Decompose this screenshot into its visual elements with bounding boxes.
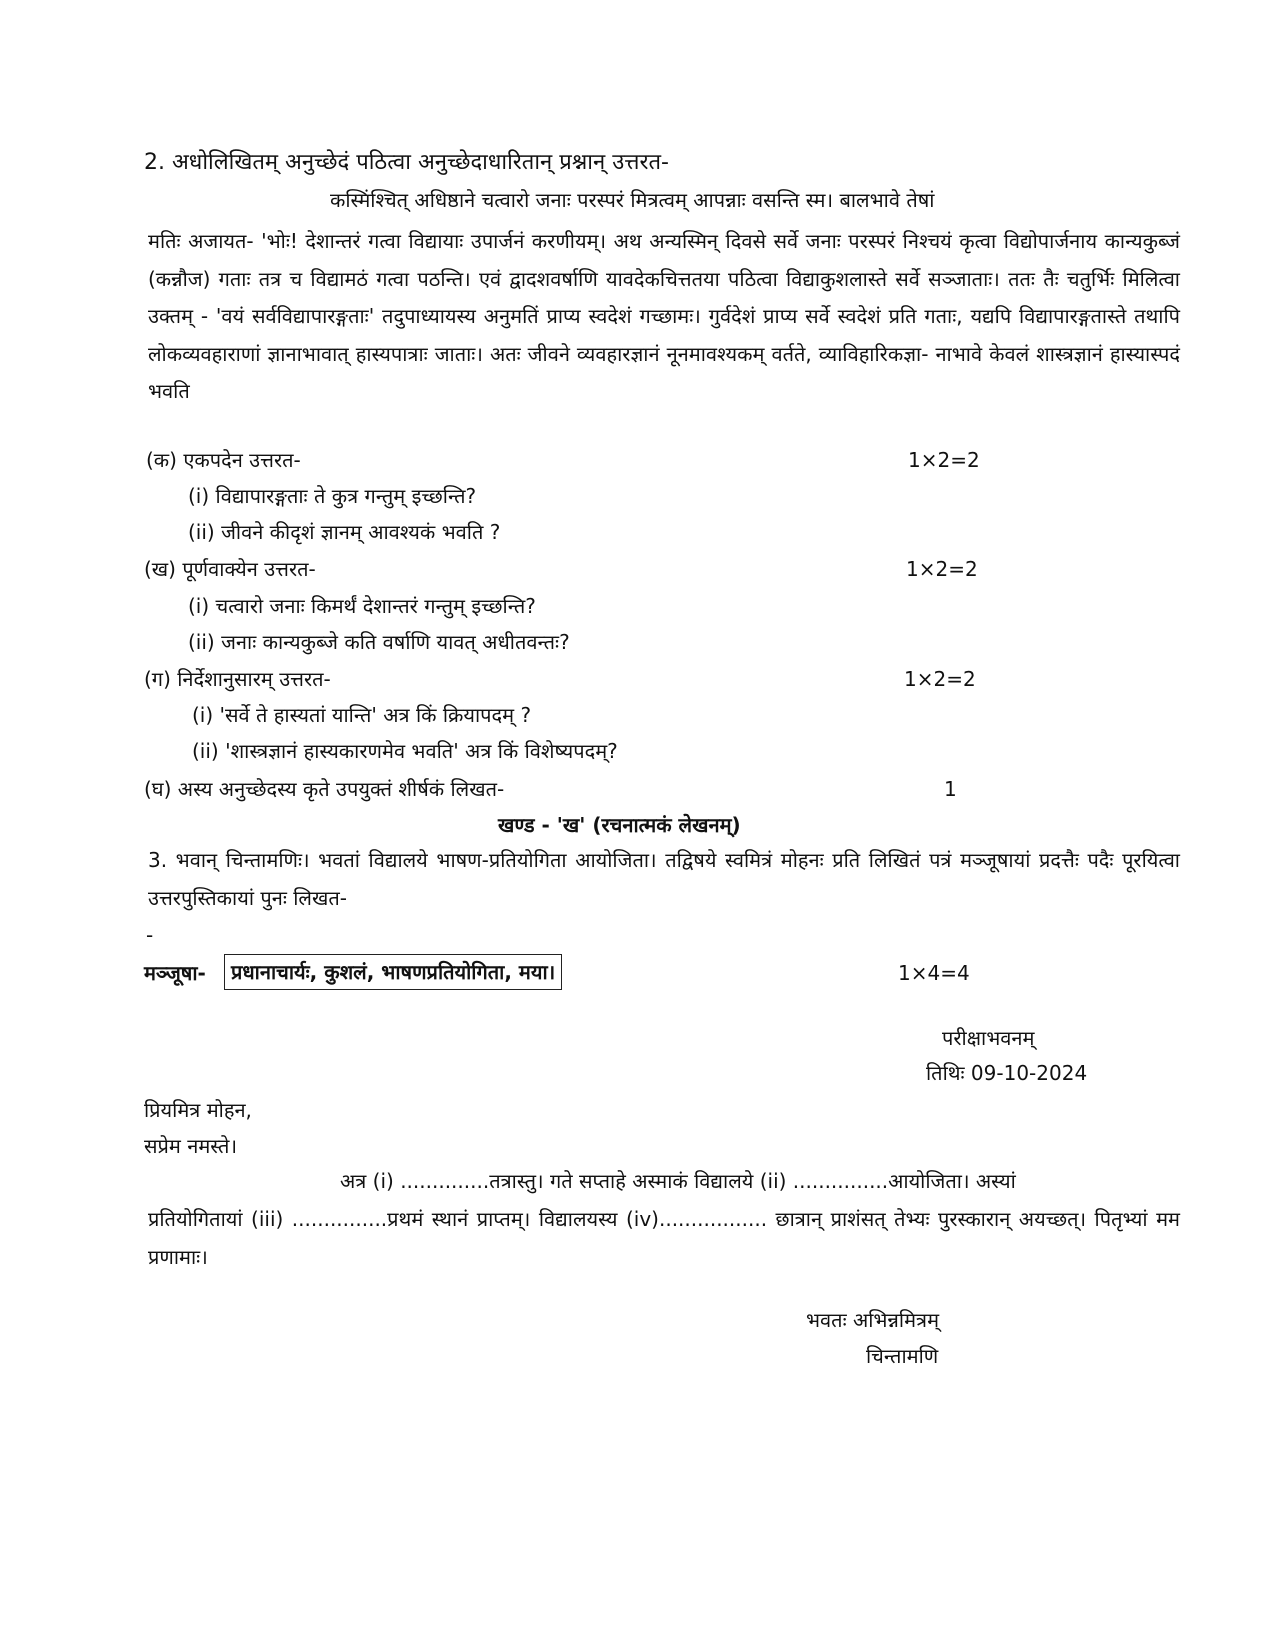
question-3-marks: 1×4=4: [898, 961, 970, 985]
subquestion-ga-ii: (ii) 'शास्त्रज्ञानं हास्यकारणमेव भवति' अत्र किं विशेष्यपदम्?: [192, 739, 618, 763]
letter-place: परीक्षाभवनम्: [942, 1026, 1035, 1050]
letter-date: तिथिः 09-10-2024: [926, 1061, 1088, 1085]
letter-body: प्रतियोगितायां (iii) ...............प्रथमं स्थानं प्राप्तम्। विद्यालयस्य (iv)................. छात्रान् प्राशंसत् तेभ्यः पुरस्कारान् अयच्छत्। पितृभ्यां मम प्रणामाः।: [148, 1207, 1180, 1269]
question-2-heading: 2. अधोलिखितम् अनुच्छेदं पठित्वा अनुच्छेदाधारितान् प्रश्नान् उत्तरत-: [144, 150, 669, 175]
subquestion-ka-ii: (ii) जीवने कीदृशं ज्ञानम् आवश्यकं भवति ?: [188, 520, 501, 544]
subquestion-ka-label: (क) एकपदेन उत्तरत-: [146, 448, 301, 472]
section-heading: खण्ड - 'ख' (रचनात्मकं लेखनम्): [498, 813, 741, 837]
subquestion-gha-label: (घ) अस्य अनुच्छेदस्य कृते उपयुक्तं शीर्षकं लिखत-: [144, 777, 505, 801]
stray-dash: -: [146, 923, 154, 947]
passage-first-line: कस्मिंश्चित् अधिष्ठाने चत्वारो जनाः परस्परं मित्रत्वम् आपन्नाः वसन्ति स्म। बालभावे तेषां: [330, 188, 935, 212]
letter-closing: भवतः अभिन्नमित्रम्: [806, 1308, 940, 1332]
letter-salutation: प्रियमित्र मोहन,: [144, 1098, 252, 1122]
letter-greeting: सप्रेम नमस्ते।: [144, 1134, 238, 1158]
subquestion-kha-i: (i) चत्वारो जनाः किमर्थं देशान्तरं गन्तुम् इच्छन्ति?: [188, 594, 536, 618]
subquestion-ga-i: (i) 'सर्वे ते हास्यतां यान्ति' अत्र किं क्रियापदम् ?: [192, 703, 532, 727]
subquestion-ga-label: (ग) निर्देशानुसारम् उत्तरत-: [144, 667, 331, 691]
subquestion-kha-label: (ख) पूर्णवाक्येन उत्तरत-: [144, 557, 316, 581]
letter-signature: चिन्तामणि: [866, 1344, 939, 1368]
letter-body-first-line: अत्र (i) ..............तत्रास्तु। गते सप्ताहे अस्माकं विद्यालये (ii) ...............आयोजिता। अस्यां: [340, 1169, 1016, 1193]
subquestion-ga-marks: 1×2=2: [904, 667, 976, 691]
subquestion-ka-i: (i) विद्यापारङ्गताः ते कुत्र गन्तुम् इच्छन्ति?: [188, 484, 477, 508]
subquestion-kha-marks: 1×2=2: [906, 557, 978, 581]
passage-body: मतिः अजायत- 'भोः! देशान्तरं गत्वा विद्यायाः उपार्जनं करणीयम्। अथ अन्यस्मिन् दिवसे सर्वे जनाः परस्परं निश्चयं कृत्वा विद्योपार्जनाय कान्यकुब्जं (कन्नौज) गताः तत्र च विद्यामठं गत्वा पठन्ति। एवं द्वादशवर्षाणि यावदेकचित्ततया पठित्वा विद्याकुशलास्ते सर्वे सञ्जाताः। ततः तैः चतुर्भिः मिलित्वा उक्तम् - 'वयं सर्वविद्यापारङ्गताः' तदुपाध्यायस्य अनुमतिं प्राप्य स्वदेशं गच्छामः। गुर्वदेशं प्राप्य सर्वे स्वदेशं प्रति गताः, यद्यपि विद्यापारङ्गतास्ते तथापि लोकव्यवहाराणां ज्ञानाभावात् हास्यपात्राः जाताः। अतः जीवने व्यवहारज्ञानं नूनमावश्यकम् वर्तते, व्याविहारिकज्ञा- नाभावे केवलं शास्त्रज्ञानं हास्यास्पदं भवति: [148, 229, 1180, 403]
manjusha-word-box: प्रधानाचार्यः, कुशलं, भाषणप्रतियोगिता, मया।: [224, 954, 562, 990]
subquestion-gha-marks: 1: [944, 777, 957, 801]
manjusha-label: मञ्जूषा-: [144, 961, 206, 985]
subquestion-kha-ii: (ii) जनाः कान्यकुब्जे कति वर्षाणि यावत् अधीतवन्तः?: [188, 630, 570, 654]
subquestion-ka-marks: 1×2=2: [908, 448, 980, 472]
question-3-text: 3. भवान् चिन्तामणिः। भवतां विद्यालये भाषण-प्रतियोगिता आयोजिता। तद्विषये स्वमित्रं मोहनः प्रति लिखितं पत्रं मञ्जूषायां प्रदत्तैः पदैः पूरयित्वा उत्तरपुस्तिकायां पुनः लिखत-: [148, 848, 1180, 910]
